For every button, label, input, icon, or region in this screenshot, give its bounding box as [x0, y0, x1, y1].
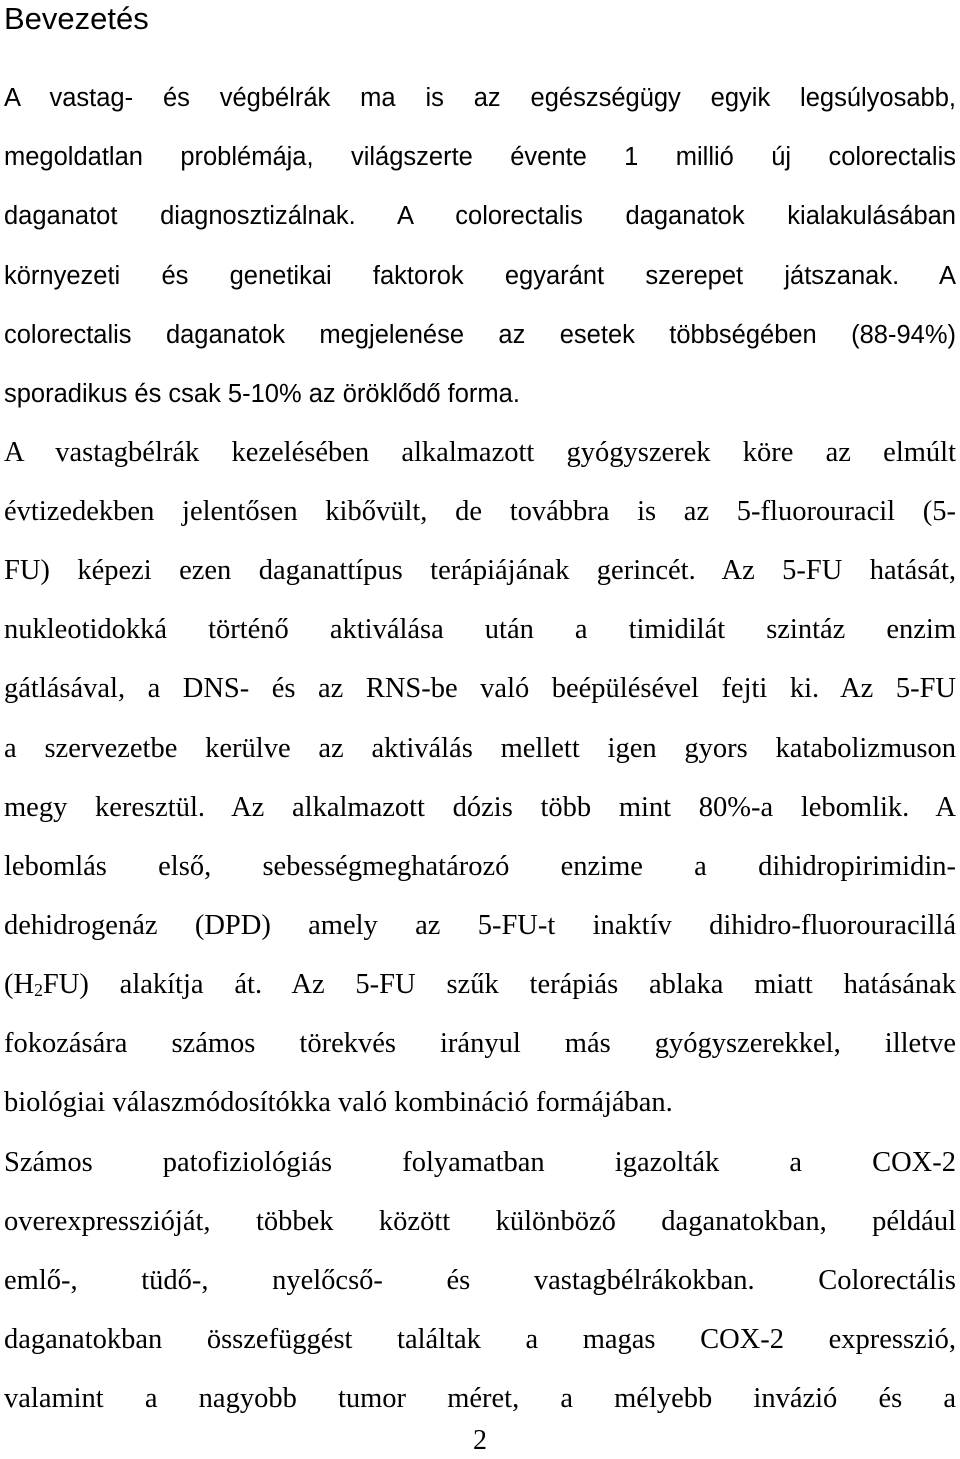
text-line-22: daganatokban összefüggést találtak a magas COX-2 expresszió,	[4, 1324, 956, 1355]
text-line-17: fokozására számos törekvés irányul más gyógyszerekkel, illetve	[4, 1028, 956, 1059]
text-line-4: környezeti és genetikai faktorok egyaránt szerepet játszanak. A	[4, 262, 956, 290]
text-line-14: lebomlás első, sebességmeghatározó enzime a dihidropirimidin-	[4, 851, 956, 882]
text-line-12: a szervezetbe kerülve az aktiválás mellett igen gyors katabolizmuson	[4, 733, 956, 764]
text-line-16	[4, 965, 956, 1005]
text-line-8: évtizedekben jelentősen kibővült, de továbbra is az 5-fluorouracil (5-	[4, 496, 956, 527]
text-line-7: A vastagbélrák kezelésében alkalmazott gyógyszerek köre az elmúlt	[4, 437, 956, 468]
text-line-21: emlő-, tüdő-, nyelőcső- és vastagbélrákokban. Colorectális	[4, 1265, 956, 1296]
text-line-20: overexpresszióját, többek között különböző daganatokban, például	[4, 1206, 956, 1237]
text-line-5: colorectalis daganatok megjelenése az esetek többségében (88-94%)	[4, 321, 956, 349]
text-line-18: biológiai válaszmódosítókka való kombináció formájában.	[4, 1087, 673, 1118]
text-line-19: Számos patofiziológiás folyamatban igazolták a COX-2	[4, 1147, 956, 1178]
text-line-6: sporadikus és csak 5-10% az öröklődő forma.	[4, 380, 520, 408]
text-line-16-start: (H	[4, 969, 35, 1000]
text-line-23: valamint a nagyobb tumor méret, a mélyebb invázió és a	[4, 1383, 956, 1414]
text-line-10: nukleotidokká történő aktiválása után a timidilát szintáz enzim	[4, 614, 956, 645]
text-line-2: megoldatlan problémája, világszerte évente 1 millió új colorectalis	[4, 143, 956, 171]
text-line-1: A vastag- és végbélrák ma is az egészségügy egyik legsúlyosabb,	[4, 84, 956, 112]
section-heading: Bevezetés	[4, 1, 149, 36]
text-line-9: FU) képezi ezen daganattípus terápiájának gerincét. Az 5-FU hatását,	[4, 555, 956, 586]
text-line-16-end: FU) alakítja át. Az 5-FU szűk terápiás ablaka miatt hatásának	[42, 969, 956, 1000]
page-number: 2	[473, 1425, 487, 1456]
text-line-11: gátlásával, a DNS- és az RNS-be való beépülésével fejti ki. Az 5-FU	[4, 673, 956, 704]
text-line-15: dehidrogenáz (DPD) amely az 5-FU-t inaktív dihidro-fluorouracillá	[4, 910, 956, 941]
text-line-3: daganatot diagnosztizálnak. A colorectalis daganatok kialakulásában	[4, 202, 956, 230]
subscript-2: 2	[34, 980, 43, 1001]
text-line-13: megy keresztül. Az alkalmazott dózis több mint 80%-a lebomlik. A	[4, 792, 956, 823]
